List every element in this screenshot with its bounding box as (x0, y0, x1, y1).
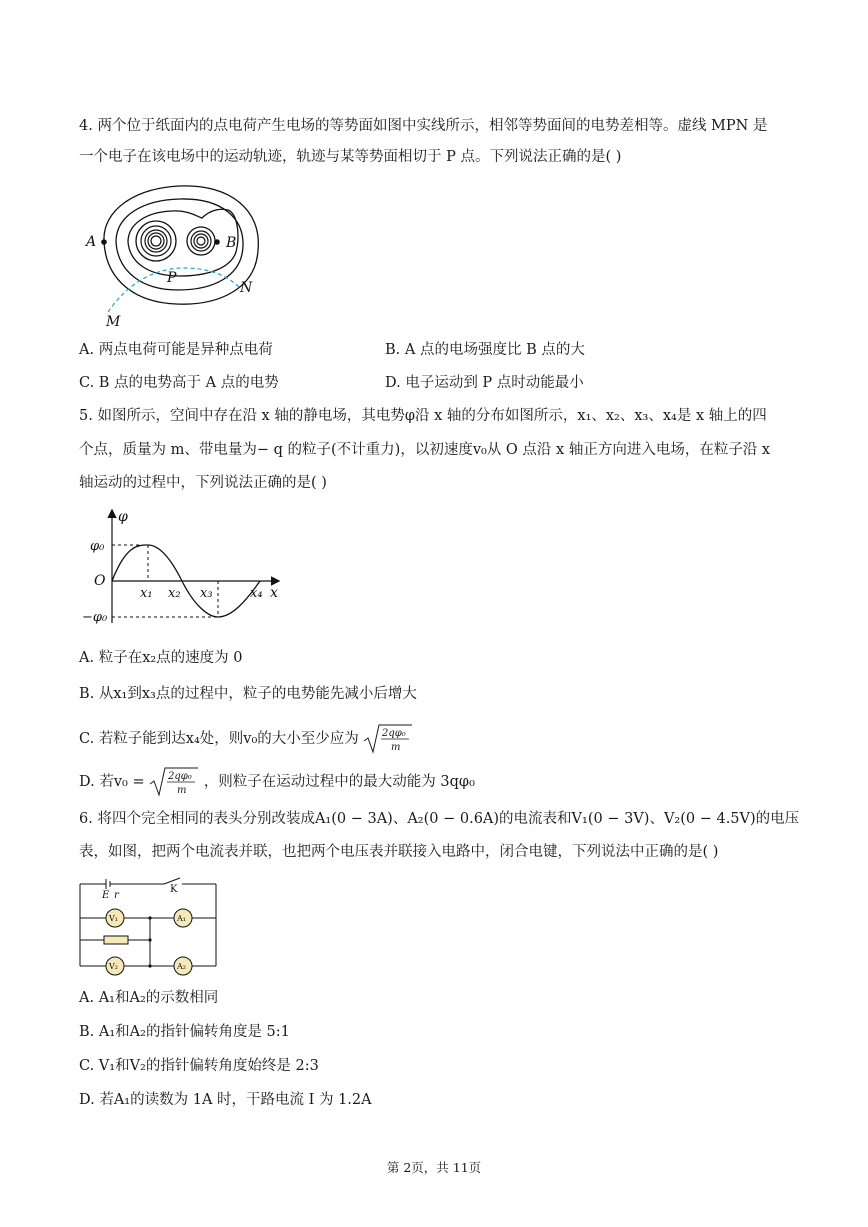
fraction-denominator-d: m (177, 785, 187, 796)
label-x4: x₄ (250, 586, 263, 601)
q4-option-d[interactable]: D. 电子运动到 P 点时动能最小 (385, 375, 584, 391)
q6-circuit-figure (76, 876, 226, 976)
label-E: E (102, 890, 110, 901)
page-footer: 第 2页，共 11页 (386, 1160, 482, 1175)
q5-stem-line3: 轴运动的过程中，下列说法正确的是( ) (79, 475, 327, 491)
q4-stem-line2: 一个电子在该电场中的运动轨迹，轨迹与某等势面相切于 P 点。下列说法正确的是( ) (79, 149, 622, 165)
q5-stem-line1: 5. 如图所示，空间中存在沿 x 轴的静电场，其电势φ沿 x 轴的分布如图所示，x₁、x₂、x₃、x₄是 x 轴上的四 (79, 408, 767, 424)
q5-potential-graph (82, 505, 292, 633)
q6-option-d[interactable]: D. 若A₁的读数为 1A 时，干路电流 I 为 1.2A (79, 1092, 372, 1108)
label-x2: x₂ (168, 586, 181, 601)
q5-stem-line2: 个点，质量为 m、带电量为− q 的粒子(不计重力)，以初速度v₀从 O 点沿 x 轴正方向进入电场，在粒子沿 x (79, 442, 771, 458)
q4-equipotential-figure (80, 180, 270, 330)
meter-A1: A₁ (177, 914, 186, 923)
meter-A2: A₂ (177, 962, 186, 971)
label-B: B (226, 235, 237, 251)
sqrt-expression (363, 724, 413, 754)
q4-option-c[interactable]: C. B 点的电势高于 A 点的电势 (79, 375, 279, 391)
q4-stem-line1: 4. 两个位于纸面内的点电荷产生电场的等势面如图中实线所示，相邻等势面间的电势差相等。虚线 MPN 是 (79, 118, 768, 134)
q6-option-a[interactable]: A. A₁和A₂的示数相同 (79, 990, 219, 1006)
label-P: P (167, 270, 177, 286)
label-x1: x₁ (140, 586, 153, 601)
q6-stem-line2: 表，如图，把两个电流表并联，也把两个电压表并联接入电路中，闭合电键，下列说法中正确的是( ) (79, 844, 719, 860)
label-origin: O (94, 573, 106, 589)
label-phi0: φ₀ (90, 539, 105, 554)
label-N: N (240, 280, 253, 296)
label-r: r (114, 890, 119, 901)
label-x3: x₃ (200, 586, 213, 601)
q6-option-c[interactable]: C. V₁和V₂的指针偏转角度始终是 2:3 (79, 1058, 319, 1074)
q5-option-a[interactable]: A. 粒子在x₂点的速度为 0 (79, 650, 243, 666)
q5-option-d[interactable] (79, 767, 475, 797)
meter-V2: V₂ (109, 962, 118, 971)
fraction-numerator-d: 2qφ₀ (168, 771, 192, 782)
meter-V1: V₁ (109, 914, 118, 923)
q6-stem-line1: 6. 将四个完全相同的表头分别改装成A₁(0 − 3A)、A₂(0 − 0.6A)的电流表和V₁(0 − 3V)、V₂(0 − 4.5V)的电压 (79, 811, 800, 827)
q5-option-c-text: C. 若粒子能到达x₄处，则v₀的大小至少应为 (79, 731, 359, 747)
q6-option-b[interactable]: B. A₁和A₂的指针偏转角度是 5:1 (79, 1024, 290, 1040)
label-phi: φ (118, 509, 128, 525)
label-A: A (86, 234, 97, 250)
label-neg-phi0: −φ₀ (82, 610, 108, 625)
q5-option-d-text-post: ，则粒子在运动过程中的最大动能为 3qφ₀ (203, 774, 475, 790)
sqrt-expression-d (149, 767, 199, 797)
q4-option-b[interactable]: B. A 点的电场强度比 B 点的大 (385, 342, 585, 358)
fraction-denominator: m (391, 742, 401, 753)
label-K: K (170, 884, 178, 895)
q5-option-b[interactable]: B. 从x₁到x₃点的过程中，粒子的电势能先减小后增大 (79, 686, 417, 702)
q5-option-d-text-pre: D. 若v₀ = (79, 774, 150, 790)
fraction-numerator: 2qφ₀ (382, 728, 407, 739)
label-x-axis: x (270, 585, 278, 601)
q5-option-c[interactable] (79, 724, 413, 754)
label-M: M (106, 314, 121, 330)
q4-option-a[interactable]: A. 两点电荷可能是异种点电荷 (79, 342, 273, 358)
